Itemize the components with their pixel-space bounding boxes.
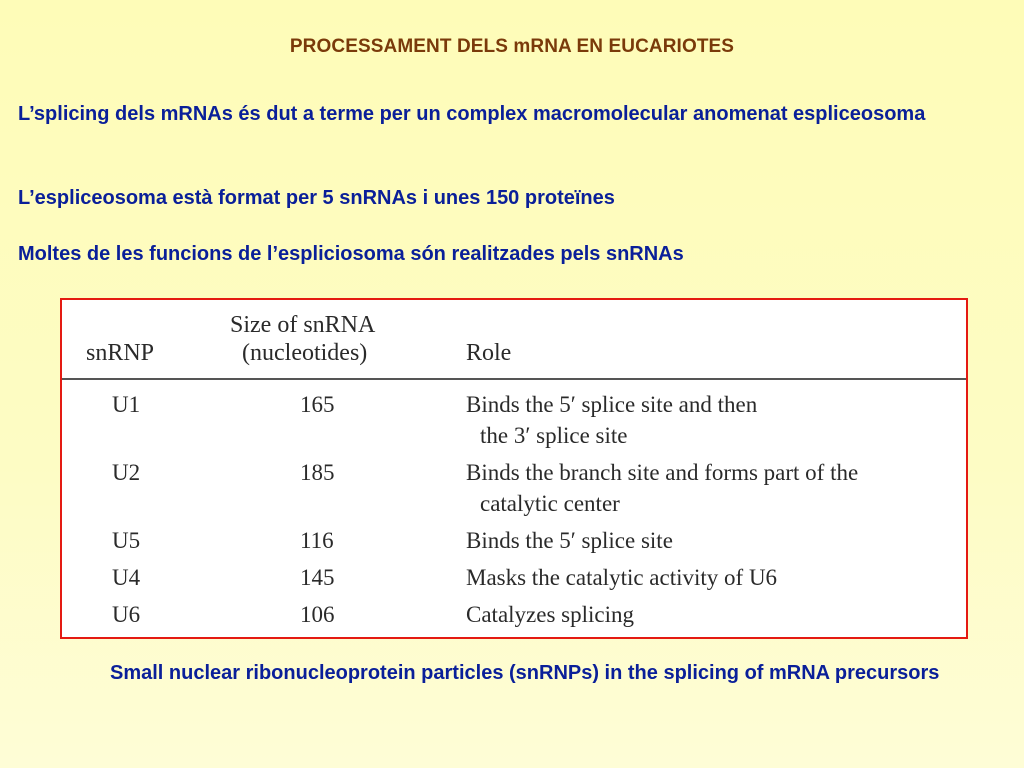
- bullet-splicing: L’splicing dels mRNAs és dut a terme per un complex macromolecular anomenat espliceosoma: [18, 103, 926, 125]
- bullet-spliceosome-composition: L’espliceosoma està format per 5 snRNAs i unes 150 proteïnes: [18, 187, 615, 209]
- row-u4-snrnp: U4: [112, 565, 141, 590]
- snrnp-table: [60, 298, 968, 639]
- table-caption: Small nuclear ribonucleoprotein particles (snRNPs) in the splicing of mRNA precursors: [110, 662, 940, 684]
- header-snrnp: snRNP: [86, 340, 155, 366]
- row-u1-role-line2: the 3′ splice site: [480, 423, 628, 448]
- slide-title: PROCESSAMENT DELS mRNA EN EUCARIOTES: [289, 36, 735, 57]
- row-u1-size: 165: [300, 392, 335, 417]
- row-u6-snrnp: U6: [112, 602, 141, 627]
- header-role: Role: [466, 340, 512, 366]
- row-u1-snrnp: U1: [112, 392, 141, 417]
- row-u5-snrnp: U5: [112, 528, 141, 553]
- row-u6-role: Catalyzes splicing: [466, 602, 634, 627]
- row-u2-snrnp: U2: [112, 460, 141, 485]
- row-u4-role: Masks the catalytic activity of U6: [466, 565, 778, 590]
- header-divider: [62, 378, 966, 380]
- row-u6-size: 106: [300, 602, 335, 627]
- row-u5-role: Binds the 5′ splice site: [466, 528, 673, 553]
- header-size-line2: (nucleotides): [242, 340, 368, 366]
- header-size-line1: Size of snRNA: [230, 312, 376, 338]
- row-u2-role-line2: catalytic center: [480, 491, 620, 516]
- row-u2-role-line1: Binds the branch site and forms part of the: [466, 460, 859, 485]
- bullet-snrna-functions: Moltes de les funcions de l’espliciosoma són realitzades pels snRNAs: [18, 243, 684, 265]
- row-u5-size: 116: [300, 528, 334, 553]
- row-u4-size: 145: [300, 565, 335, 590]
- row-u2-size: 185: [300, 460, 335, 485]
- row-u1-role-line1: Binds the 5′ splice site and then: [466, 392, 758, 417]
